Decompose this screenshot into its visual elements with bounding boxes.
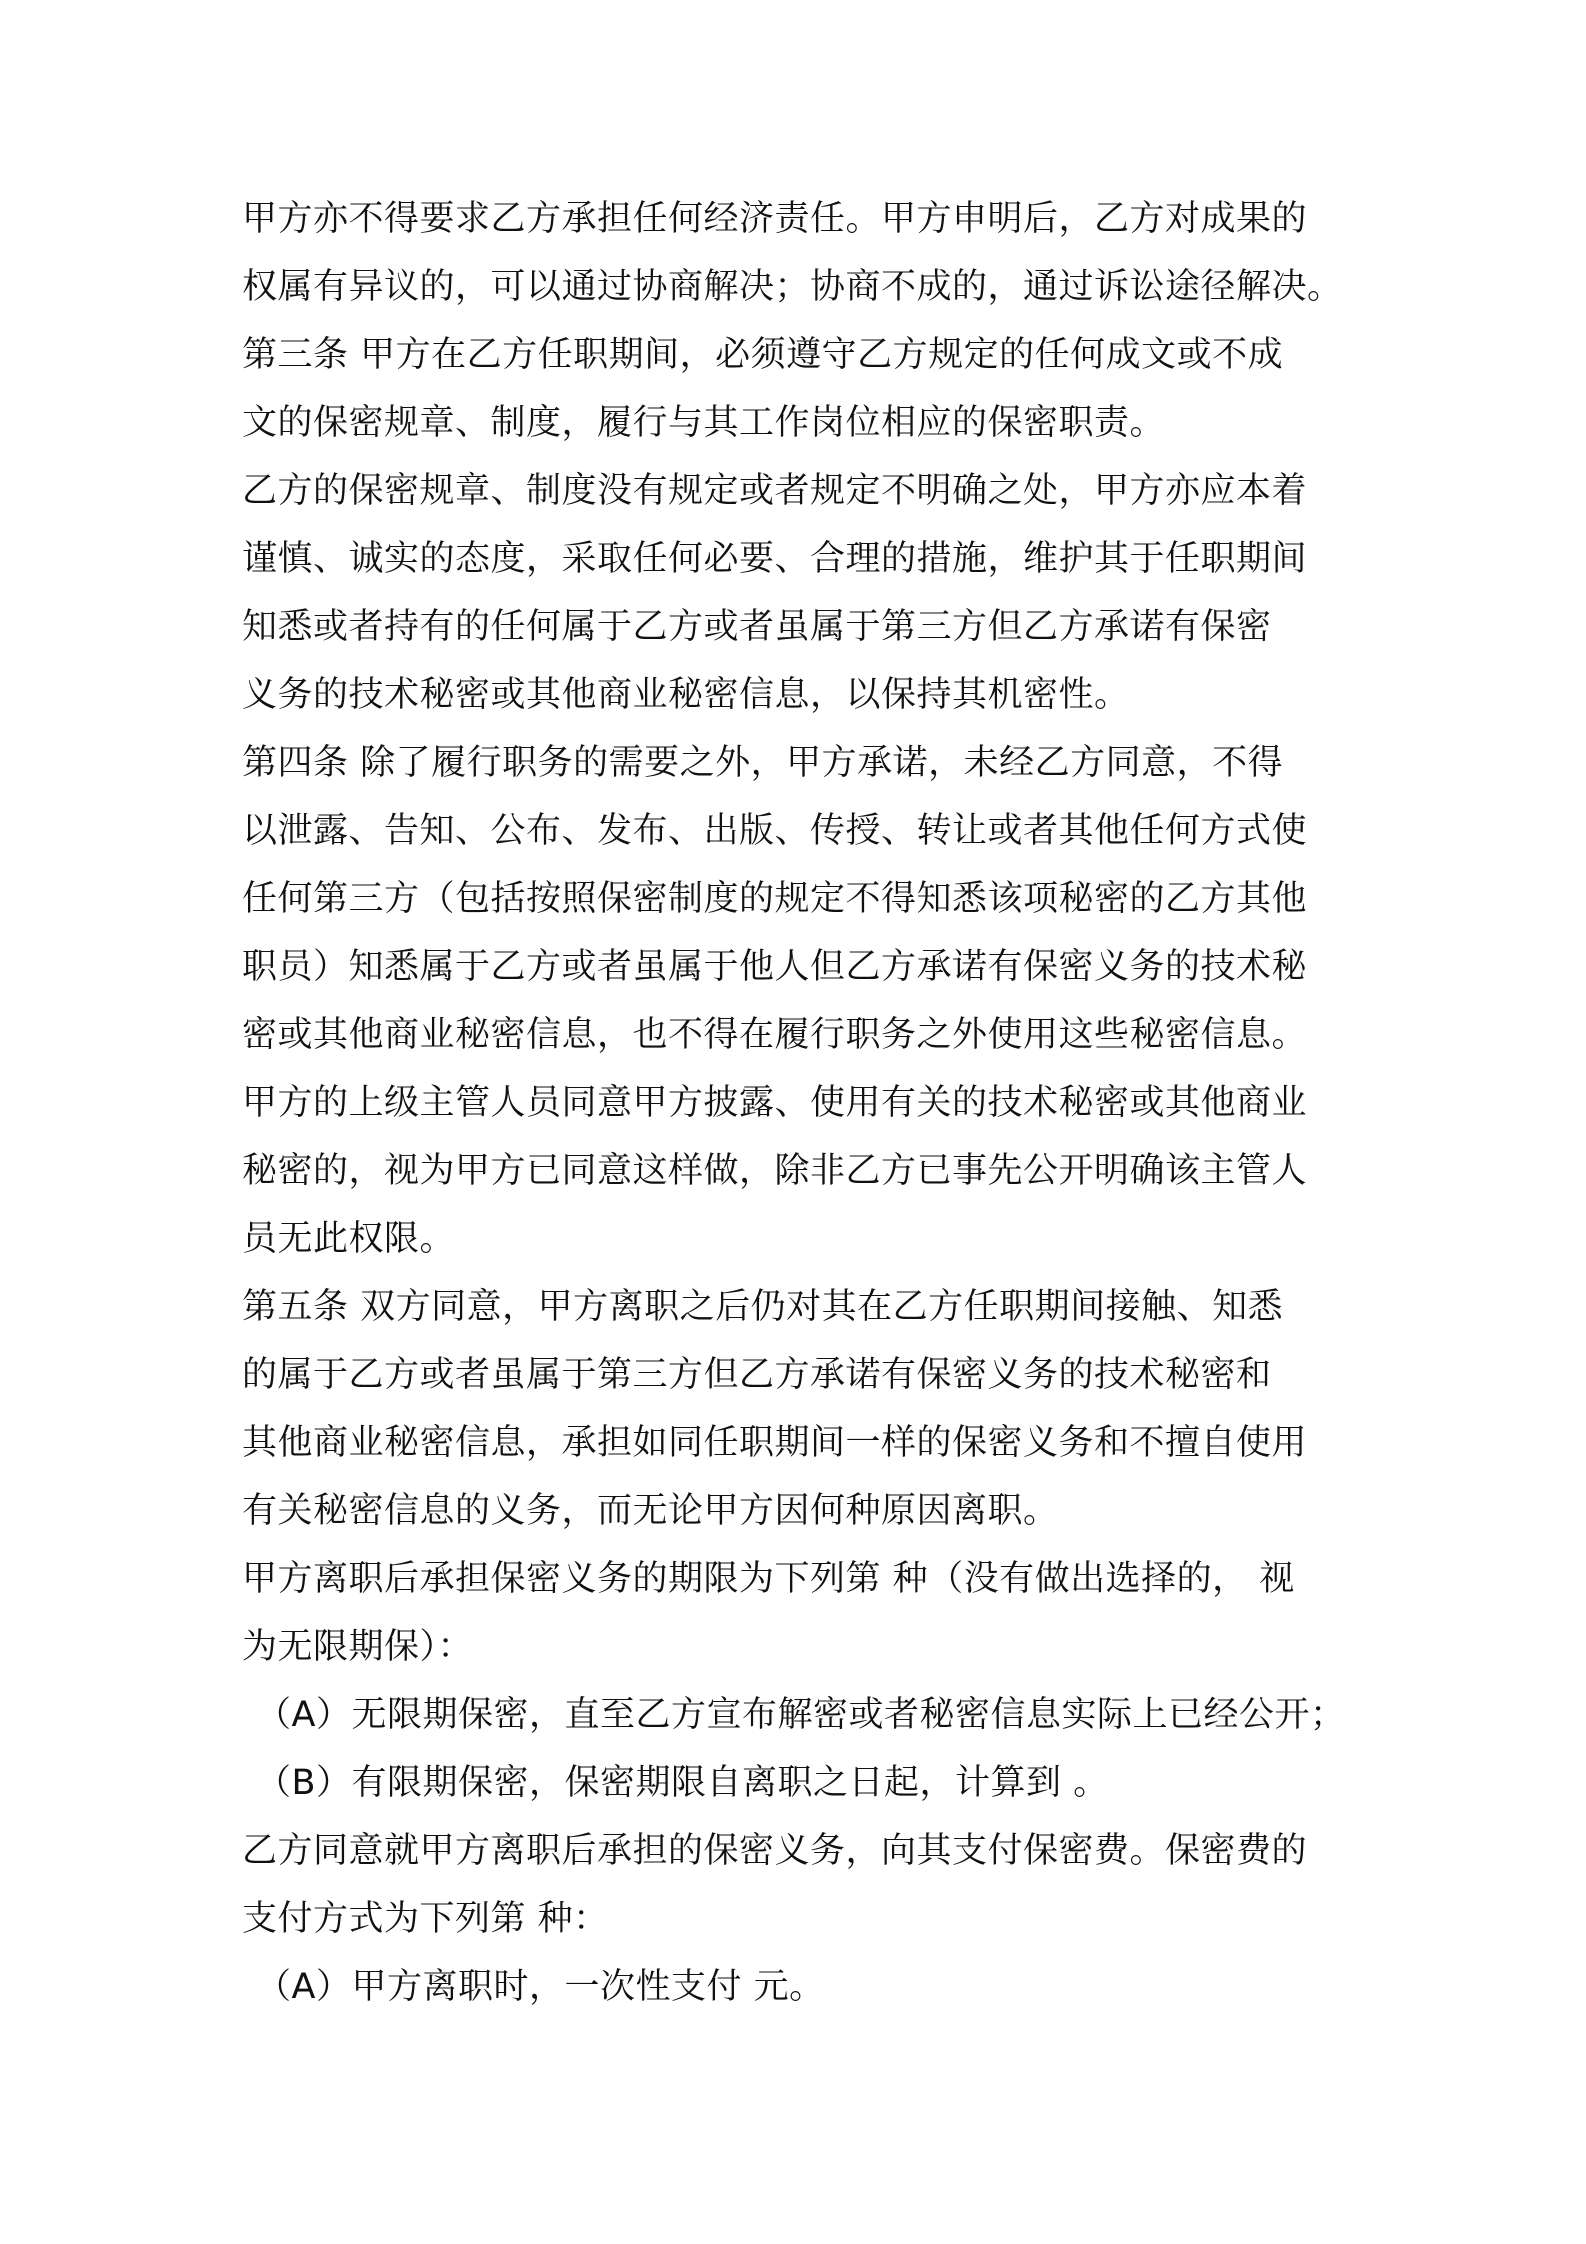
article-3-heading-line: 第三条 甲方在乙方任职期间，必须遵守乙方规定的任何成文或不成 xyxy=(242,335,1284,375)
option-a-line: （A）无限期保密，直至乙方宣布解密或者秘密信息实际上已经公开； xyxy=(256,1695,1346,1735)
text-line: 有关秘密信息的义务，而无论甲方因何种原因离职。 xyxy=(242,1491,1059,1531)
document-page xyxy=(242,185,1362,2021)
text-line: 的属于乙方或者虽属于第三方但乙方承诺有保密义务的技术秘密和 xyxy=(242,1355,1272,1395)
text-line: 任何第三方（包括按照保密制度的规定不得知悉该项秘密的乙方其他 xyxy=(242,879,1308,919)
text-line: 谨慎、诚实的态度，采取任何必要、合理的措施，维护其于任职期间 xyxy=(242,539,1308,579)
text-line: 权属有异议的，可以通过协商解决；协商不成的，通过诉讼途径解决。 xyxy=(242,267,1343,307)
article-5-heading-line: 第五条 双方同意，甲方离职之后仍对其在乙方任职期间接触、知悉 xyxy=(242,1287,1284,1327)
text-line: 乙方同意就甲方离职后承担的保密义务，向其支付保密费。保密费的 xyxy=(242,1831,1308,1871)
text-line: 以泄露、告知、公布、发布、出版、传授、转让或者其他任何方式使 xyxy=(242,811,1308,851)
text-line: 乙方的保密规章、制度没有规定或者规定不明确之处，甲方亦应本着 xyxy=(242,471,1308,511)
text-line: 文的保密规章、制度，履行与其工作岗位相应的保密职责。 xyxy=(242,403,1166,443)
text-line: 义务的技术秘密或其他商业秘密信息，以保持其机密性。 xyxy=(242,675,1130,715)
text-line: 甲方离职后承担保密义务的期限为下列第 种（没有做出选择的， 视 xyxy=(242,1559,1295,1599)
text-line: 员无此权限。 xyxy=(242,1219,456,1259)
payment-option-a-line: （A）甲方离职时，一次性支付 元。 xyxy=(256,1967,825,2007)
text-line: 甲方的上级主管人员同意甲方披露、使用有关的技术秘密或其他商业 xyxy=(242,1083,1308,1123)
text-line: 支付方式为下列第 种： xyxy=(242,1899,609,1939)
text-line: 知悉或者持有的任何属于乙方或者虽属于第三方但乙方承诺有保密 xyxy=(242,607,1272,647)
text-line: 密或其他商业秘密信息，也不得在履行职务之外使用这些秘密信息。 xyxy=(242,1015,1308,1055)
article-4-heading-line: 第四条 除了履行职务的需要之外，甲方承诺，未经乙方同意，不得 xyxy=(242,743,1284,783)
option-b-line: （B）有限期保密，保密期限自离职之日起，计算到 。 xyxy=(256,1763,1109,1803)
text-line: 秘密的，视为甲方已同意这样做，除非乙方已事先公开明确该主管人 xyxy=(242,1151,1308,1191)
text-line: 其他商业秘密信息，承担如同任职期间一样的保密义务和不擅自使用 xyxy=(242,1423,1308,1463)
text-line: 职员）知悉属于乙方或者虽属于他人但乙方承诺有保密义务的技术秘 xyxy=(242,947,1308,987)
text-line: 甲方亦不得要求乙方承担任何经济责任。甲方申明后，乙方对成果的 xyxy=(242,199,1308,239)
text-line: 为无限期保）： xyxy=(242,1627,474,1667)
